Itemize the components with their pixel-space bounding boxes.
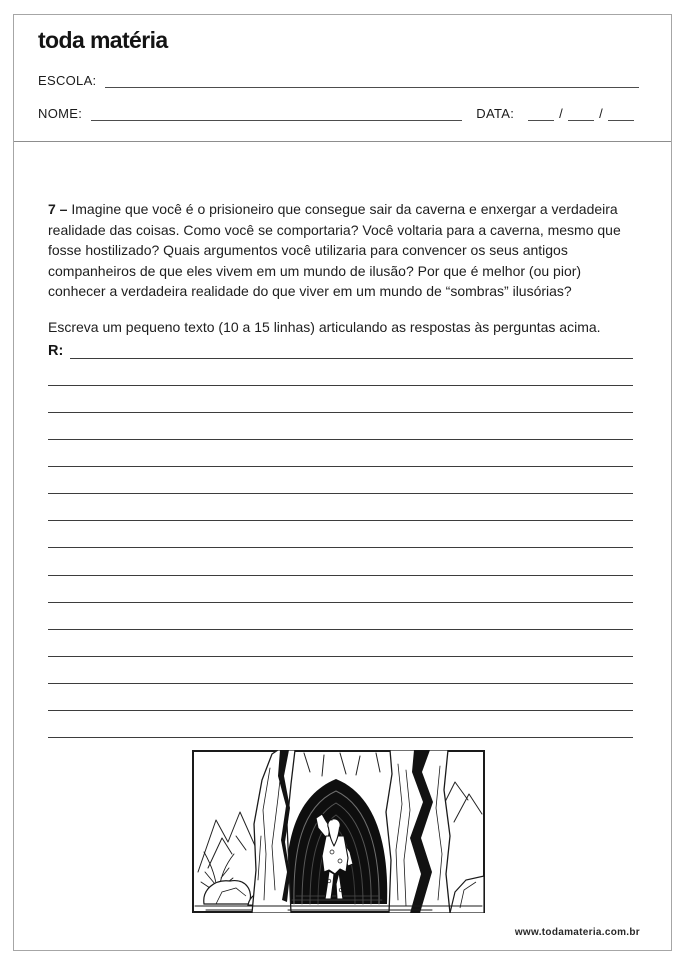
date-day-blank xyxy=(528,107,554,121)
answer-line xyxy=(48,494,633,521)
brand-logo: toda matéria xyxy=(38,27,168,53)
answer-line xyxy=(48,603,633,630)
answer-line xyxy=(48,413,633,440)
answer-line xyxy=(70,345,633,359)
school-blank-line xyxy=(105,73,639,88)
instruction-paragraph: Escreva um pequeno texto (10 a 15 linhas) articulando as respostas às perguntas acima. xyxy=(48,319,601,335)
date-separator: / xyxy=(559,106,564,121)
illustration-frame xyxy=(192,750,485,913)
name-label: NOME: xyxy=(38,106,83,121)
answer-line xyxy=(48,386,633,413)
worksheet-page xyxy=(13,14,672,951)
question-text: Imagine que você é o prisioneiro que consegue sair da caverna e enxergar a verdadeira realidade das coisas. Como você se comportaria? Você voltaria para a caverna, mesmo que fosse hostilizado? Quais argumentos você utilizaria para convencer os seus antigos companheiros de que eles vivem em um mundo de ilusão? Por que é melhor (ou pior) conhecer a verdadeira realidade do que viver em um mundo de “sombras” ilusórias? xyxy=(48,201,621,300)
date-separator: / xyxy=(599,106,603,121)
footer-url: www.todamateria.com.br xyxy=(514,927,640,938)
school-field-row xyxy=(38,72,639,88)
question-paragraph xyxy=(48,199,636,302)
answer-line xyxy=(48,467,633,494)
answer-line xyxy=(48,521,633,548)
date-month-blank xyxy=(568,107,594,121)
answer-line xyxy=(48,440,633,467)
name-blank-line xyxy=(91,106,462,121)
answer-line xyxy=(48,657,633,684)
answer-line xyxy=(48,711,633,738)
answer-line xyxy=(48,684,633,711)
name-field-row xyxy=(38,105,639,121)
school-label: ESCOLA: xyxy=(38,73,97,88)
question-number: 7 – xyxy=(48,201,68,217)
header-divider xyxy=(14,141,671,142)
answer-line xyxy=(48,630,633,657)
cave-illustration xyxy=(192,750,485,913)
answer-line xyxy=(48,576,633,603)
date-label: DATA: xyxy=(476,106,515,121)
date-year-blank xyxy=(608,107,634,121)
answer-line xyxy=(48,359,633,386)
answer-lines xyxy=(48,359,633,738)
answer-area xyxy=(48,344,633,738)
answer-label: R: xyxy=(48,343,64,359)
date-field-group xyxy=(476,106,639,121)
answer-first-line xyxy=(48,344,633,359)
answer-line xyxy=(48,548,633,575)
